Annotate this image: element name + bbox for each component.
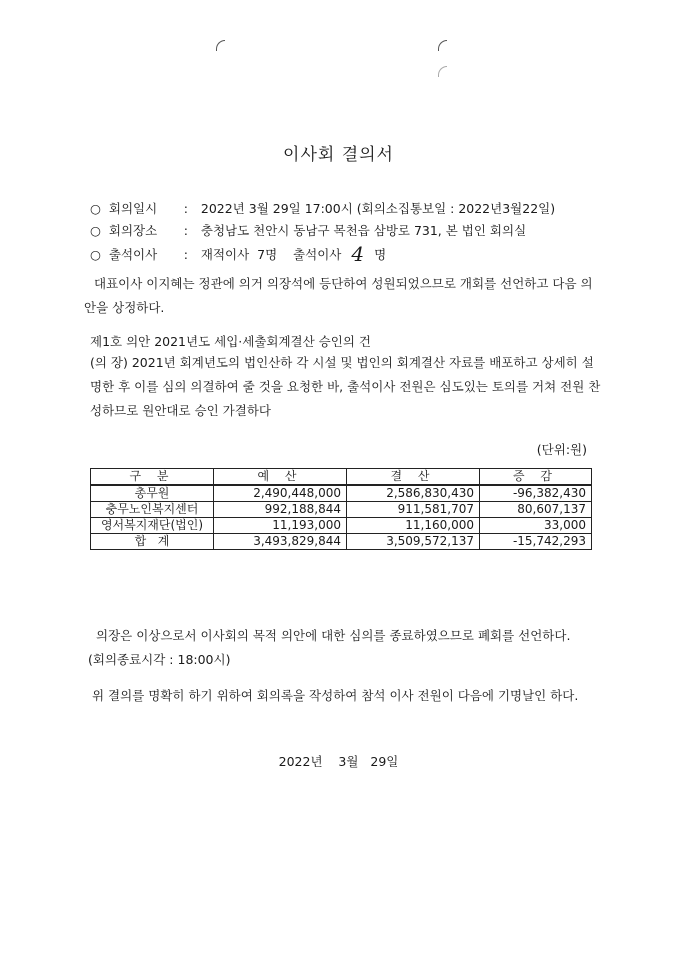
table-row (91, 518, 592, 534)
row-settlement: 911,581,707 (347, 502, 480, 518)
total-budget: 3,493,829,844 (214, 534, 347, 550)
meeting-place-row (90, 221, 526, 239)
meeting-datetime-value: 2022년 3월 29일 17:00시 (회의소집통보일 : 2022년3월22일) (200, 201, 556, 216)
closing-paragraph: 의장은 이상으로서 이사회의 목적 의안에 대한 심의를 종료하였으므로 폐회를 선언하다. (회의종료시각 : 18:00시) (88, 628, 579, 667)
document-date: 2022년 3월 29일 (278, 754, 399, 769)
scan-mark (438, 40, 447, 51)
scan-mark (438, 66, 447, 77)
header-category: 구 분 (91, 469, 214, 486)
row-category: 충무노인복지센터 (91, 502, 214, 518)
final-statement: 위 결의를 명확히 하기 위하여 회의록을 작성하여 참석 이사 전원이 다음에 기명날인 하다. (92, 688, 579, 703)
row-budget: 2,490,448,000 (214, 485, 347, 502)
circle-bullet-icon: ○ (90, 223, 101, 238)
total-settlement: 3,509,572,137 (347, 534, 480, 550)
total-label: 합 계 (91, 534, 214, 550)
separator: : (183, 201, 188, 216)
meeting-place-value: 충청남도 천안시 동남구 목천읍 삼방로 731, 본 법인 회의실 (200, 223, 527, 238)
attendance-label: 출석이사 (108, 247, 158, 262)
row-budget: 992,188,844 (214, 502, 347, 518)
handwritten-count: 4 (351, 242, 365, 266)
agenda-heading: 제1호 의안 2021년도 세입·세출회계결산 승인의 건 (90, 334, 371, 349)
table-row (91, 502, 592, 518)
count-unit: 명 (374, 247, 387, 262)
settlement-table (90, 468, 592, 550)
row-category: 영서복지재단(법인) (91, 518, 214, 534)
meeting-datetime-label: 회의일시 (108, 201, 158, 216)
row-settlement: 2,586,830,430 (347, 485, 480, 502)
opening-paragraph: 대표이사 이지혜는 정관에 의거 의장석에 등단하여 성원되었으므로 개회를 선언하고 다음 의안을 상정하다. (84, 276, 593, 315)
table-row (91, 485, 592, 502)
circle-bullet-icon: ○ (90, 201, 101, 216)
document-title: 이사회 결의서 (283, 145, 394, 165)
table-header-row (91, 469, 592, 486)
attendance-value: 재적이사 7명 출석이사 (200, 247, 342, 262)
separator: : (183, 223, 188, 238)
unit-label: (단위:원) (536, 442, 587, 457)
header-budget: 예 산 (214, 469, 347, 486)
meeting-datetime-row (90, 199, 555, 217)
row-settlement: 11,160,000 (347, 518, 480, 534)
separator: : (183, 247, 188, 262)
total-change: -15,742,293 (480, 534, 592, 550)
attendance-row (90, 240, 386, 264)
agenda-body: (의 장) 2021년 회계년도의 법인산하 각 시설 및 법인의 회계결산 자료를 배포하고 상세히 설명한 후 이를 심의 의결하여 줄 것을 요청한 바, 출석이사 전원은 심도있는 토의를 거쳐 전원 찬성하므로 원안대로 승인 가결하다 (90, 355, 601, 418)
header-settlement: 결 산 (347, 469, 480, 486)
table-total-row (91, 534, 592, 550)
meeting-place-label: 회의장소 (108, 223, 158, 238)
row-change: 33,000 (480, 518, 592, 534)
row-category: 총무원 (91, 485, 214, 502)
row-budget: 11,193,000 (214, 518, 347, 534)
header-change: 증 감 (480, 469, 592, 486)
circle-bullet-icon: ○ (90, 247, 101, 262)
scan-mark (216, 40, 225, 51)
row-change: -96,382,430 (480, 485, 592, 502)
row-change: 80,607,137 (480, 502, 592, 518)
